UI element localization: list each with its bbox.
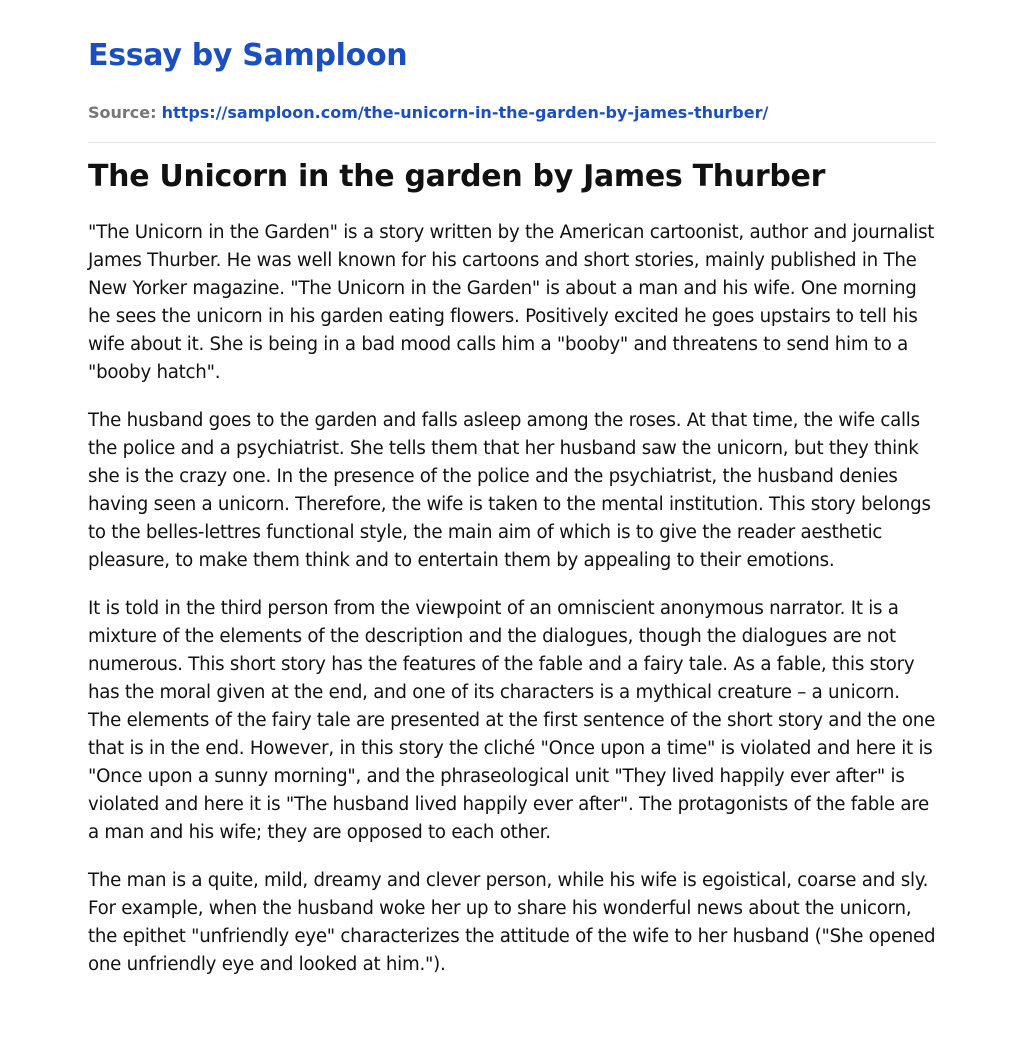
essay-title: The Unicorn in the garden by James Thurber [88, 159, 826, 194]
essay-page [88, 0, 936, 979]
essay-paragraph: The husband goes to the garden and falls asleep among the roses. At that time, the wife calls the police and a psychiatrist. She tells them that her husband saw the unicorn, but they think she is the crazy one. In the presence of the police and the psychiatrist, the husband denies having seen a unicorn. Therefore, the wife is taken to the mental institution. This story belongs to the belles-lettres functional style, the main aim of which is to give the reader aesthetic pleasure, to make them think and to entertain them by appealing to their emotions. [88, 410, 931, 571]
essay-paragraph: It is told in the third person from the viewpoint of an omniscient anonymous narrator. It is a mixture of the elements of the description and the dialogues, though the dialogues are not numerous. This short story has the features of the fable and a fairy tale. As a fable, this story has the moral given at the end, and one of its characters is a mythical creature – a unicorn. The elements of the fairy tale are presented at the first sentence of the short story and the one that is in the end. However, in this story the cliché "Once upon a time" is violated and here it is "Once upon a sunny morning", and the phraseological unit "They lived happily ever after" is violated and here it is "The husband lived happily ever after". The protagonists of the fable are a man and his wife; they are opposed to each other. [88, 598, 936, 843]
essay-paragraph: The man is a quite, mild, dreamy and clever person, while his wife is egoistical, coarse and sly. For example, when the husband woke her up to share his wonderful news about the unicorn, the epithet "unfriendly eye" characterizes the attitude of the wife to her husband ("She opened one unfriendly eye and looked at him."). [88, 870, 936, 975]
essay-paragraph: "The Unicorn in the Garden" is a story written by the American cartoonist, author and journalist James Thurber. He was well known for his cartoons and short stories, mainly published in The New Yorker magazine. "The Unicorn in the Garden" is about a man and his wife. One morning he sees the unicorn in his garden eating flowers. Positively excited he goes upstairs to tell his wife about it. She is being in a bad mood calls him a "booby" and threatens to send him to a "booby hatch". [88, 222, 935, 383]
source-line [88, 100, 936, 126]
source-label: Source: [88, 103, 157, 122]
essay-body [88, 219, 936, 979]
source-link[interactable]: https://samploon.com/the-unicorn-in-the-garden-by-james-thurber/ [161, 103, 769, 122]
header-divider [88, 142, 936, 143]
site-brand[interactable]: Essay by Samploon [88, 38, 408, 73]
